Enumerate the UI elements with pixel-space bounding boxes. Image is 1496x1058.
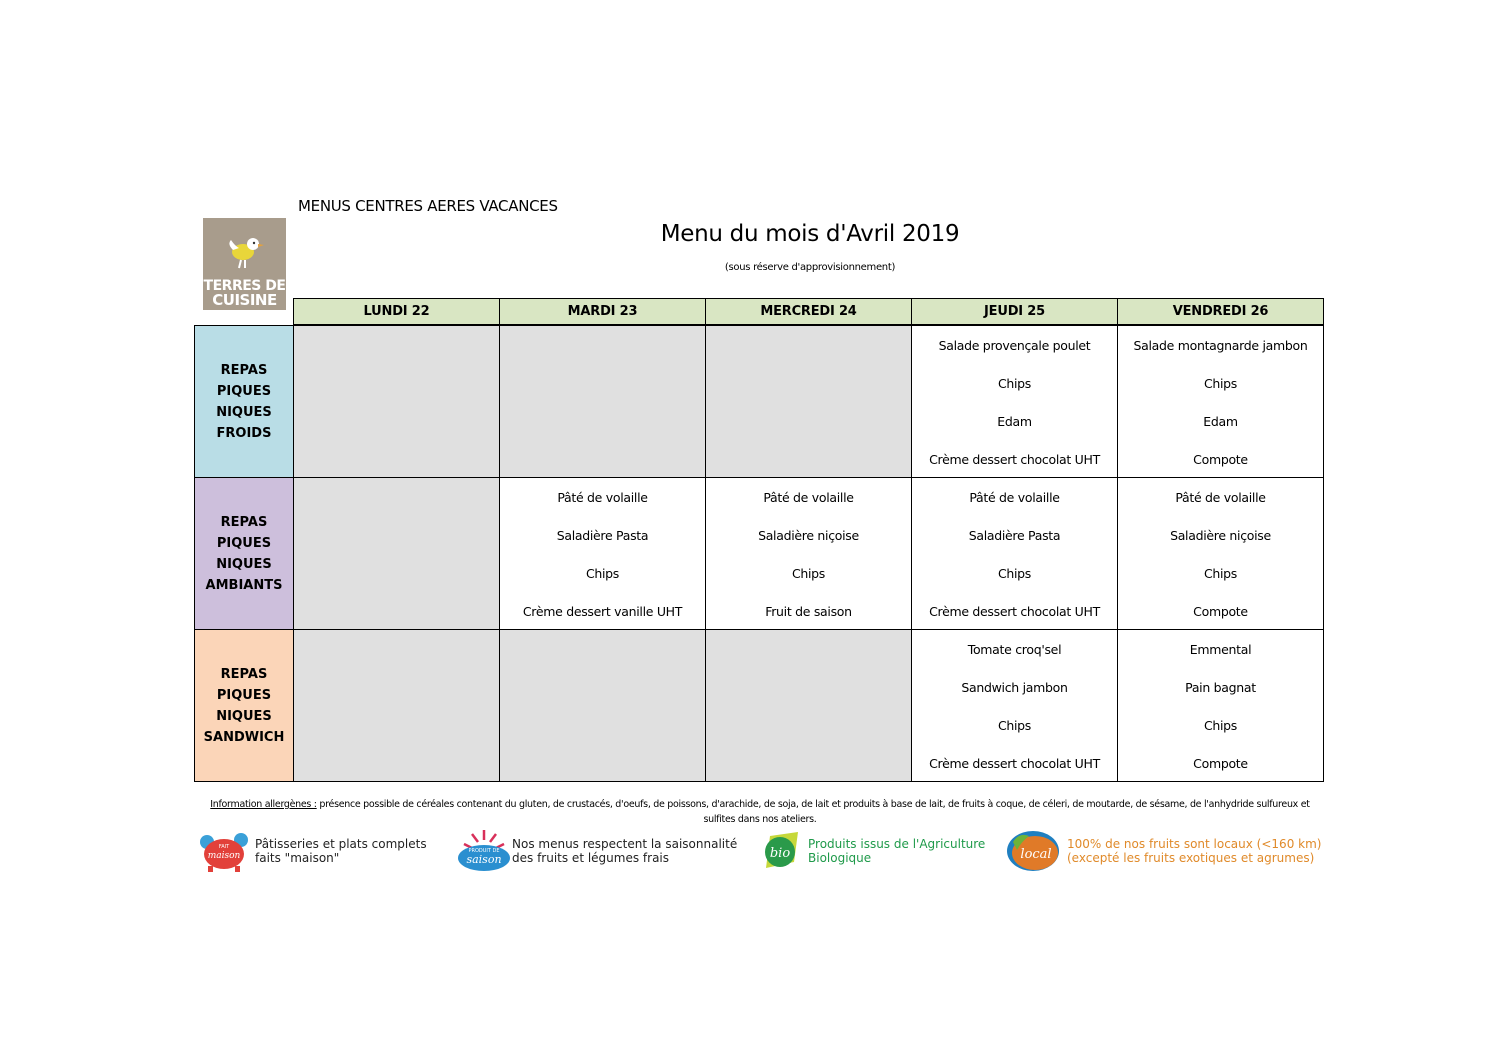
legend-saison-line1: Nos menus respectent la saisonnalité [512, 837, 738, 851]
row-header-line: REPAS [220, 514, 268, 530]
allergen-info [205, 797, 1315, 827]
logo-text-line1: TERRES DE [203, 278, 286, 294]
menu-item: Saladière niçoise [758, 528, 859, 543]
menu-item: Compote [1193, 452, 1248, 467]
local-icon [1005, 828, 1061, 874]
menu-item: Pâté de volaille [1175, 490, 1266, 505]
menu-item: Edam [1203, 414, 1238, 429]
menu-item: Chips [1203, 376, 1238, 391]
legend-local-line2: (excepté les fruits exotiques et agrumes) [1067, 851, 1315, 865]
menu-cell-mardi-2 [499, 629, 706, 782]
row-header-2 [194, 629, 294, 782]
menu-cell-vendredi-1 [1117, 477, 1324, 630]
menu-item: Chips [997, 566, 1032, 581]
menu-item: Compote [1193, 604, 1248, 619]
menu-item: Salade montagnarde jambon [1133, 338, 1308, 353]
row-header-1 [194, 477, 294, 630]
day-header-lundi: LUNDI 22 [293, 298, 500, 325]
menu-cell-mercredi-2 [705, 629, 912, 782]
menu-item: Fruit de saison [765, 604, 852, 619]
allergen-text: présence possible de céréales contenant du gluten, de crustacés, d'oeufs, de poissons, d'arachide, de soja, de lait et produits à base de lait, de fruits à coque, de céleri, de moutarde, de sésame, de l'anhydride sulfureux et sulfites dans nos ateliers. [316, 799, 1310, 825]
menu-item: Pain bagnat [1185, 680, 1256, 695]
menu-item: Chips [1203, 566, 1238, 581]
menu-cell-lundi-2 [293, 629, 500, 782]
svg-text:PRODUIT DE: PRODUIT DE [468, 848, 500, 854]
menu-item: Crème dessert chocolat UHT [929, 604, 1100, 619]
menu-item: Pâté de volaille [969, 490, 1060, 505]
menu-cell-mercredi-0 [705, 325, 912, 478]
day-header-vendredi: VENDREDI 26 [1117, 298, 1324, 325]
row-header-line: SANDWICH [203, 729, 285, 745]
row-header-line: FROIDS [216, 425, 272, 441]
menu-cell-mardi-0 [499, 325, 706, 478]
legend-fait-maison [199, 828, 427, 874]
menu-cell-mardi-1 [499, 477, 706, 630]
menu-cell-jeudi-1 [911, 477, 1118, 630]
menu-cell-vendredi-0 [1117, 325, 1324, 478]
legend-fait-maison-line1: Pâtisseries et plats complets [255, 837, 427, 851]
day-header-jeudi: JEUDI 25 [911, 298, 1118, 325]
menu-cell-mercredi-1 [705, 477, 912, 630]
menu-item: Crème dessert chocolat UHT [929, 756, 1100, 771]
legend-fait-maison-line2: faits "maison" [255, 851, 340, 865]
row-header-line: PIQUES [216, 535, 272, 551]
menu-item: Tomate croq'sel [967, 642, 1062, 657]
row-header-line: AMBIANTS [205, 577, 283, 593]
svg-text:saison: saison [466, 853, 502, 866]
menu-item: Sandwich jambon [961, 680, 1068, 695]
svg-text:maison: maison [207, 851, 241, 861]
menu-cell-jeudi-2 [911, 629, 1118, 782]
menu-item: Chips [1203, 718, 1238, 733]
terres-de-cuisine-logo [203, 218, 286, 310]
menu-item: Compote [1193, 756, 1248, 771]
day-header-mercredi: MERCREDI 24 [705, 298, 912, 325]
menu-item: Chips [997, 718, 1032, 733]
menu-item: Salade provençale poulet [938, 338, 1091, 353]
fait-maison-icon [199, 828, 249, 874]
row-header-line: REPAS [220, 362, 268, 378]
bio-icon [762, 828, 802, 874]
row-header-line: REPAS [220, 666, 268, 682]
legend-bio-line2: Biologique [808, 851, 872, 865]
svg-text:local: local [1020, 847, 1052, 862]
bird-logo-icon [223, 230, 267, 276]
menu-cell-lundi-1 [293, 477, 500, 630]
org-line: MENUS CENTRES AERES VACANCES [298, 197, 558, 215]
menu-item: Edam [997, 414, 1032, 429]
menu-cell-jeudi-0 [911, 325, 1118, 478]
day-header-mardi: MARDI 23 [499, 298, 706, 325]
logo-text-line2: CUISINE [212, 291, 277, 309]
menu-item: Pâté de volaille [763, 490, 854, 505]
menu-item: Saladière niçoise [1170, 528, 1271, 543]
row-header-line: NIQUES [216, 556, 272, 572]
page-title: Menu du mois d'Avril 2019 [660, 221, 960, 247]
legend-saison-line2: des fruits et légumes frais [512, 851, 670, 865]
menu-item: Crème dessert vanille UHT [522, 604, 683, 619]
menu-item: Emmental [1189, 642, 1252, 657]
menu-cell-vendredi-2 [1117, 629, 1324, 782]
menu-cell-lundi-0 [293, 325, 500, 478]
menu-item: Saladière Pasta [968, 528, 1061, 543]
row-header-0 [194, 325, 294, 478]
menu-item: Crème dessert chocolat UHT [929, 452, 1100, 467]
row-header-line: NIQUES [216, 708, 272, 724]
legend-bio-line1: Produits issus de l'Agriculture [808, 837, 986, 851]
row-header-line: NIQUES [216, 404, 272, 420]
menu-item: Chips [585, 566, 620, 581]
page-subtitle: (sous réserve d'approvisionnement) [724, 262, 896, 273]
svg-text:bio: bio [769, 846, 791, 861]
svg-text:FAIT: FAIT [218, 844, 230, 850]
menu-item: Chips [791, 566, 826, 581]
menu-item: Chips [997, 376, 1032, 391]
legend-bio [762, 828, 985, 874]
allergen-label: Information allergènes : [210, 799, 317, 810]
row-header-line: PIQUES [216, 687, 272, 703]
legend-saison [456, 828, 737, 874]
legend-local-line1: 100% de nos fruits sont locaux (<160 km) [1067, 837, 1322, 851]
menu-item: Saladière Pasta [556, 528, 649, 543]
menu-item: Pâté de volaille [557, 490, 648, 505]
produit-de-saison-icon [456, 828, 506, 874]
legend-local [1005, 828, 1321, 874]
row-header-line: PIQUES [216, 383, 272, 399]
